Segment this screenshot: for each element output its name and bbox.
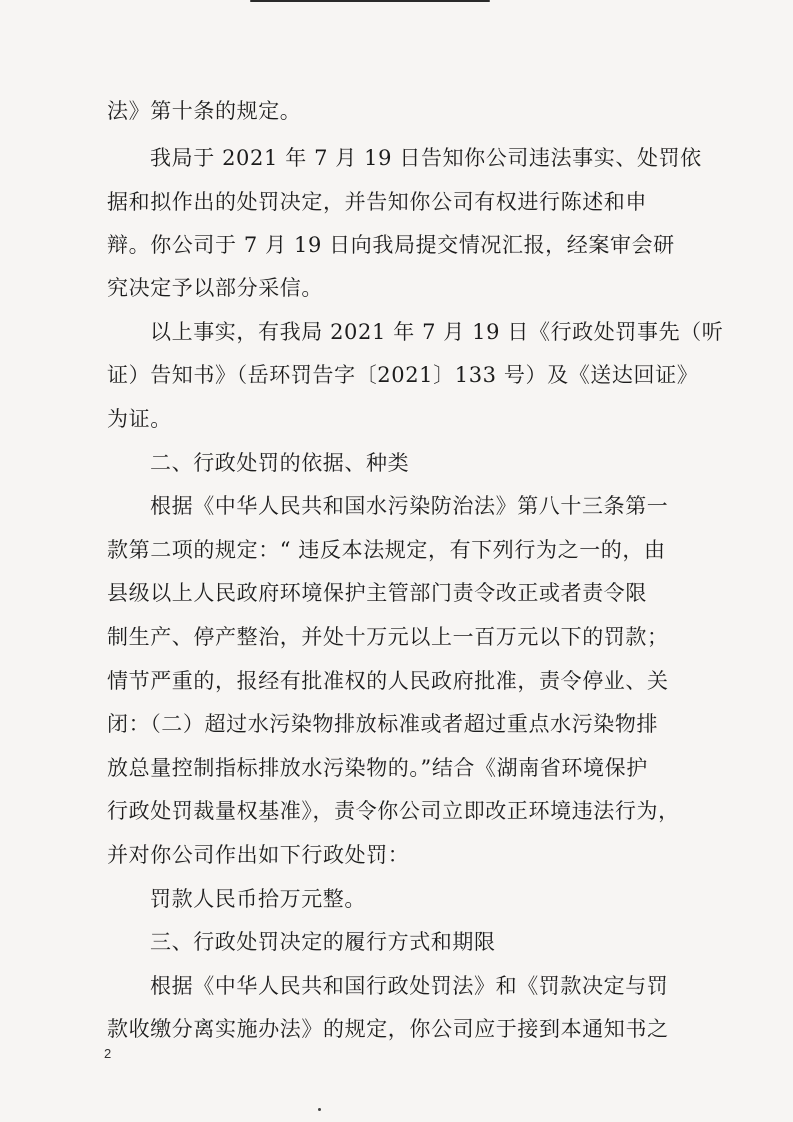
text-line: 闭：（二）超过水污染物排放标准或者超过重点水污染物排 bbox=[107, 712, 659, 736]
text-line: 罚款人民币拾万元整。 bbox=[150, 887, 366, 911]
text-line: 辩。你公司于 7 月 19 日向我局提交情况汇报，经案审会研 bbox=[107, 233, 675, 257]
text-line: 究决定予以部分采信。 bbox=[107, 276, 323, 300]
text-line: 为证。 bbox=[107, 407, 172, 431]
text-line: 法》第十条的规定。 bbox=[107, 99, 302, 123]
text-line: 款收缴分离实施办法》的规定，你公司应于接到本通知书之 bbox=[107, 1017, 669, 1041]
text-line: 并对你公司作出如下行政处罚： bbox=[107, 843, 410, 867]
text-line: 根据《中华人民共和国行政处罚法》和《罚款决定与罚 bbox=[150, 974, 669, 998]
scan-edge-mark bbox=[250, 0, 490, 2]
text-line: 放总量控制指标排放水污染物的。”结合《湖南省环境保护 bbox=[107, 756, 648, 780]
scan-speck bbox=[318, 1108, 321, 1111]
text-line: 情节严重的，报经有批准权的人民政府批准，责令停业、关 bbox=[107, 669, 669, 693]
text-line: 制生产、停产整治，并处十万元以上一百万元以下的罚款； bbox=[107, 625, 669, 649]
text-line: 根据《中华人民共和国水污染防治法》第八十三条第一 bbox=[150, 494, 669, 518]
text-line: 款第二项的规定：“ 违反本法规定，有下列行为之一的，由 bbox=[107, 538, 666, 562]
text-line: 行政处罚裁量权基准》，责令你公司立即改正环境违法行为， bbox=[107, 799, 680, 823]
text-line: 我局于 2021 年 7 月 19 日告知你公司违法事实、处罚依 bbox=[150, 146, 702, 170]
section-heading: 二、行政处罚的依据、种类 bbox=[150, 451, 410, 475]
text-line: 据和拟作出的处罚决定，并告知你公司有权进行陈述和申 bbox=[107, 190, 647, 214]
text-line: 以上事实，有我局 2021 年 7 月 19 日《行政处罚事先（听 bbox=[150, 320, 724, 344]
text-line: 县级以上人民政府环境保护主管部门责令改正或者责令限 bbox=[107, 581, 647, 605]
text-line: 证）告知书》（岳环罚告字〔2021〕133 号）及《送达回证》 bbox=[107, 363, 699, 387]
section-heading: 三、行政处罚决定的履行方式和期限 bbox=[150, 930, 496, 954]
page-number: 2 bbox=[104, 1046, 112, 1061]
